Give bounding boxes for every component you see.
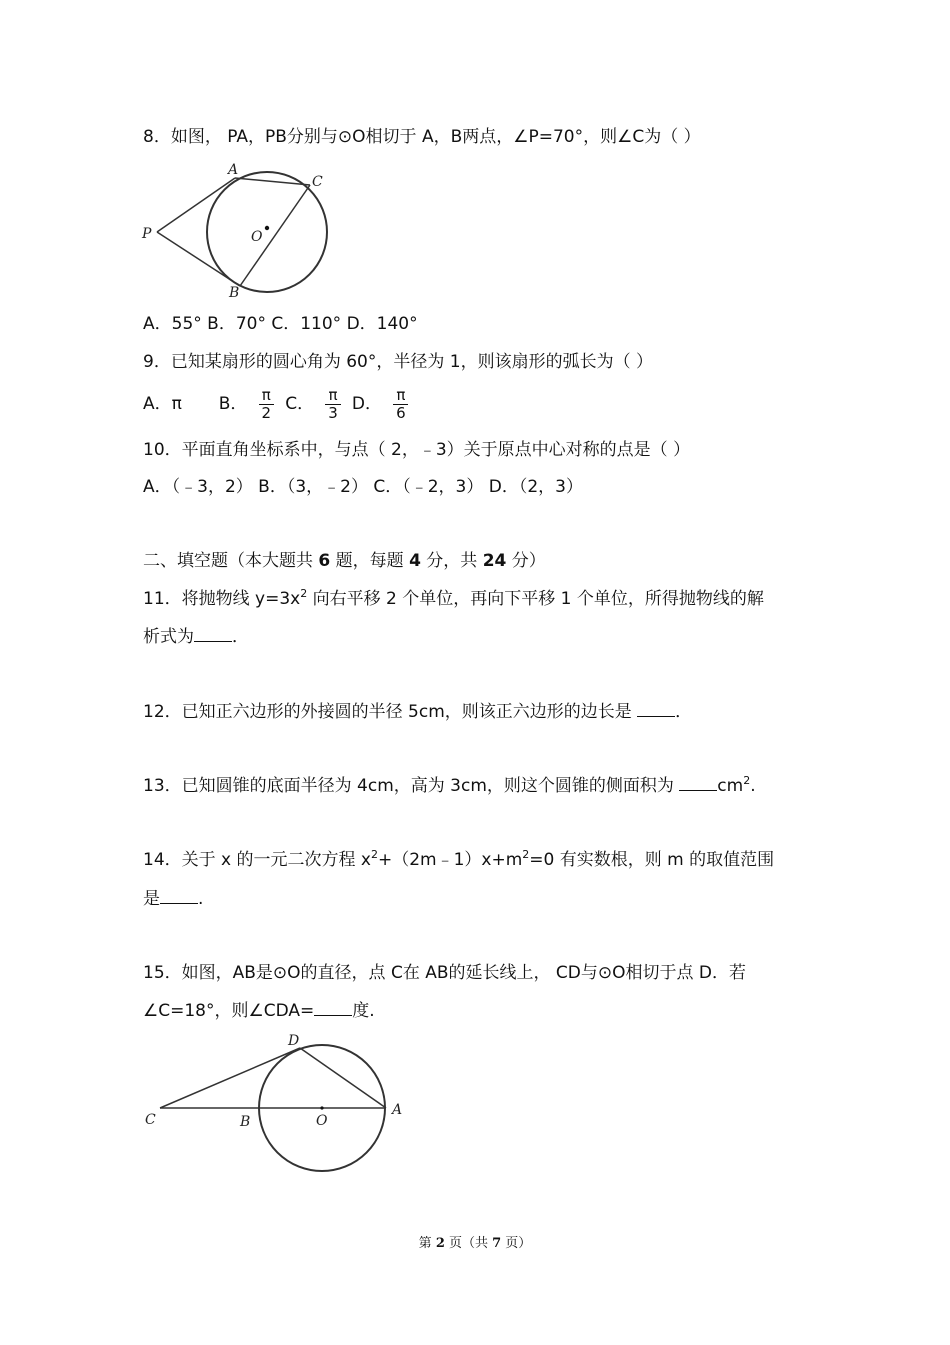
q14-line-1: 14．关于 x 的一元二次方程 $x^2+(2m﹣1)x+m^2=0$ 有实数根，则 m 的取值范围 <box>143 848 775 870</box>
q12-answer-blank <box>637 700 675 717</box>
q12-line: 12．已知正六边形的外接圆的半径 5cm，则该正六边形的边长是 ． <box>143 702 693 722</box>
q15-label-d: D <box>288 1033 300 1049</box>
q9-options <box>143 386 414 422</box>
q8-label-p: P <box>142 226 152 242</box>
q9-option-c-label: C． <box>285 394 315 414</box>
q8-circle <box>207 172 327 292</box>
q15-chord-da <box>300 1048 386 1108</box>
q8-stem: 8．如图， PA，PB分别与⊙O相切于 A，B两点，∠P=70°，则∠C为（ ） <box>143 127 701 147</box>
q13-answer-blank <box>679 774 717 791</box>
q15-label-a: A <box>392 1102 403 1118</box>
q15-line-1: 15．如图，AB是⊙O的直径，点 C在 AB的延长线上， CD与⊙O相切于点 D．若 <box>143 963 747 983</box>
q15-answer-blank <box>314 999 352 1016</box>
q9-option-a: A．π <box>143 394 182 414</box>
q14-answer-blank <box>160 887 198 904</box>
q13-line: 13．已知圆锥的底面半径为 4cm，高为 3cm，则这个圆锥的侧面积为 $cm^2$. <box>143 774 756 796</box>
q9-b-denominator: 2 <box>261 403 272 422</box>
q10-stem: 10．平面直角坐标系中，与点（ 2，﹣3）关于原点中心对称的点是（ ） <box>143 440 691 460</box>
q11-line-2: 析式为 ． <box>143 627 249 647</box>
q9-option-d-label: D． <box>351 394 383 414</box>
q9-option-d-fraction <box>393 387 408 422</box>
q9-option-c-fraction <box>325 387 340 422</box>
q8-label-a: A <box>228 162 239 178</box>
q9-c-numerator: π <box>325 387 340 405</box>
q11-line-1: 11．将抛物线 $y=3x^2$ 向右平移 2 个单位，再向下平移 1 个单位，所得抛物线的解 <box>143 587 764 609</box>
q15-label-c: C <box>145 1112 156 1128</box>
q9-option-b-fraction <box>259 387 274 422</box>
q8-options: A．55° B．70° C．110° D．140° <box>143 314 418 334</box>
q8-center-dot <box>265 226 269 230</box>
q14-line-2: 是 . <box>143 889 204 909</box>
q11-answer-blank <box>194 625 232 642</box>
q15-label-o: O <box>316 1113 328 1129</box>
q8-figure <box>140 160 340 300</box>
q9-b-numerator: π <box>259 387 274 405</box>
q9-d-denominator: 6 <box>396 403 406 422</box>
section-2-heading: 二、填空题（本大题共 6 题，每题 4 分，共 24 分） <box>143 551 546 571</box>
q10-options: A．（﹣3，2） B．（3，﹣2） C．（﹣2，3） D．（2，3） <box>143 477 583 497</box>
q15-figure <box>140 1028 410 1176</box>
q9-d-numerator: π <box>393 387 408 405</box>
q9-stem: 9．已知某扇形的圆心角为 60°，半径为 1，则该扇形的弧长为（ ） <box>143 352 653 372</box>
page-footer: 第 2 页（共 7 页） <box>418 1236 532 1251</box>
q9-option-b-label: B． <box>218 394 248 414</box>
q15-center-dot <box>320 1106 323 1109</box>
q8-tangent-pb <box>157 232 240 286</box>
q8-label-o: O <box>251 229 263 245</box>
q9-c-denominator: 3 <box>328 403 338 422</box>
q15-label-b: B <box>240 1114 251 1130</box>
q15-tangent-cd <box>160 1048 300 1108</box>
q8-label-c: C <box>312 174 323 190</box>
q8-label-b: B <box>229 285 240 300</box>
q15-line-2: ∠C=18°，则∠CDA= 度. <box>143 1001 375 1021</box>
q8-tangent-pa <box>157 178 235 232</box>
